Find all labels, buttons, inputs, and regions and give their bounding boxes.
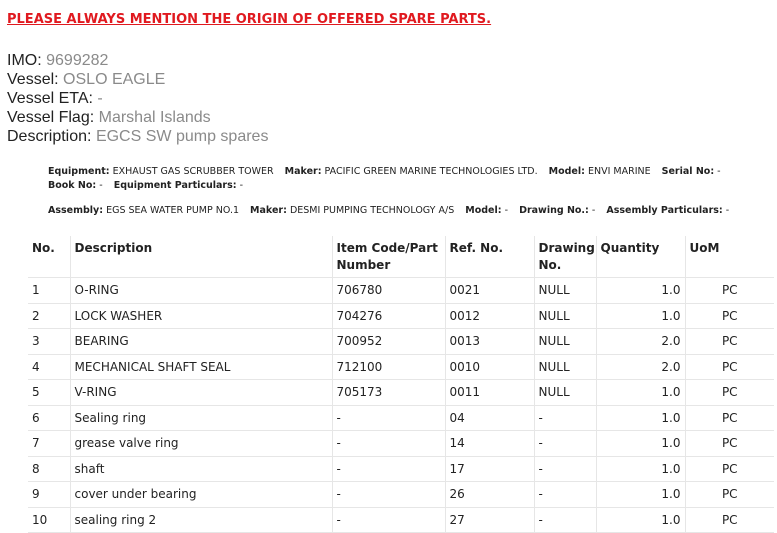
equipment-info [48, 165, 721, 193]
cell-uom: PC [685, 482, 774, 508]
cell-no: 10 [28, 507, 70, 533]
cell-quantity: 2.0 [596, 354, 685, 380]
flag-value: Marshal Islands [98, 109, 211, 126]
cell-description: V-RING [70, 380, 332, 406]
cell-drawing: - [534, 482, 596, 508]
table-row [28, 354, 774, 380]
cell-description: LOCK WASHER [70, 303, 332, 329]
cell-ref: 26 [445, 482, 534, 508]
flag-label: Vessel Flag: [7, 109, 95, 126]
assembly-label: Assembly: [48, 205, 104, 216]
cell-uom: PC [685, 354, 774, 380]
table-row [28, 456, 774, 482]
cell-drawing: - [534, 456, 596, 482]
cell-drawing: - [534, 431, 596, 457]
cell-uom: PC [685, 278, 774, 304]
cell-item-code: 700952 [332, 329, 445, 355]
cell-description: shaft [70, 456, 332, 482]
cell-quantity: 1.0 [596, 405, 685, 431]
equipment-model-label: Model: [548, 166, 585, 177]
cell-description: sealing ring 2 [70, 507, 332, 533]
eta-row [7, 89, 268, 108]
cell-uom: PC [685, 405, 774, 431]
cell-uom: PC [685, 380, 774, 406]
cell-ref: 0011 [445, 380, 534, 406]
table-row [28, 405, 774, 431]
cell-no: 6 [28, 405, 70, 431]
header-item-code-line-1: Item Code/Part [336, 241, 438, 255]
cell-quantity: 2.0 [596, 329, 685, 355]
cell-item-code: 706780 [332, 278, 445, 304]
cell-item-code: - [332, 431, 445, 457]
eta-label: Vessel ETA: [7, 90, 93, 107]
cell-item-code: - [332, 507, 445, 533]
assembly-model-value: - [504, 205, 509, 216]
header-uom: UoM [685, 236, 774, 278]
cell-ref: 0012 [445, 303, 534, 329]
cell-description: O-RING [70, 278, 332, 304]
flag-row [7, 108, 268, 127]
cell-item-code: 705173 [332, 380, 445, 406]
serial-value: - [717, 166, 721, 177]
header-drawing-line-1: Drawing [538, 241, 595, 255]
equipment-model-value: ENVI MARINE [587, 166, 651, 177]
drawing-label: Drawing No.: [519, 205, 589, 216]
cell-no: 1 [28, 278, 70, 304]
cell-item-code: 712100 [332, 354, 445, 380]
serial-label: Serial No: [661, 166, 715, 177]
table-row [28, 482, 774, 508]
header-drawing [534, 236, 596, 278]
header-item-code [332, 236, 445, 278]
cell-drawing: NULL [534, 278, 596, 304]
cell-item-code: 704276 [332, 303, 445, 329]
equipment-line-1 [48, 165, 721, 179]
cell-ref: 27 [445, 507, 534, 533]
cell-uom: PC [685, 329, 774, 355]
book-label: Book No: [48, 180, 97, 191]
equipment-line-2 [48, 179, 721, 193]
table-row [28, 278, 774, 304]
header-drawing-line-2: No. [538, 258, 562, 272]
cell-quantity: 1.0 [596, 482, 685, 508]
cell-no: 4 [28, 354, 70, 380]
cell-ref: 14 [445, 431, 534, 457]
equipment-label: Equipment: [48, 166, 110, 177]
assembly-info [48, 204, 729, 218]
table-header-row [28, 236, 774, 278]
cell-no: 8 [28, 456, 70, 482]
description-value: EGCS SW pump spares [95, 128, 269, 145]
cell-description: cover under bearing [70, 482, 332, 508]
assembly-particulars-label: Assembly Particulars: [606, 205, 723, 216]
cell-drawing: NULL [534, 380, 596, 406]
cell-uom: PC [685, 456, 774, 482]
cell-uom: PC [685, 431, 774, 457]
cell-uom: PC [685, 507, 774, 533]
cell-no: 3 [28, 329, 70, 355]
cell-quantity: 1.0 [596, 278, 685, 304]
cell-drawing: - [534, 405, 596, 431]
header-quantity: Quantity [596, 236, 685, 278]
equipment-maker-value: PACIFIC GREEN MARINE TECHNOLOGIES LTD. [324, 166, 538, 177]
cell-item-code: - [332, 482, 445, 508]
header-item-code-line-2: Number [336, 258, 391, 272]
equipment-maker-label: Maker: [284, 166, 322, 177]
cell-ref: 0013 [445, 329, 534, 355]
cell-quantity: 1.0 [596, 431, 685, 457]
equipment-particulars-value: - [239, 180, 244, 191]
cell-ref: 0021 [445, 278, 534, 304]
assembly-value: EGS SEA WATER PUMP NO.1 [106, 205, 240, 216]
cell-no: 5 [28, 380, 70, 406]
table-row [28, 380, 774, 406]
cell-ref: 04 [445, 405, 534, 431]
cell-quantity: 1.0 [596, 380, 685, 406]
assembly-maker-label: Maker: [250, 205, 287, 216]
cell-no: 9 [28, 482, 70, 508]
cell-uom: PC [685, 303, 774, 329]
eta-value: - [97, 90, 103, 107]
assembly-particulars-value: - [725, 205, 730, 216]
equipment-value: EXHAUST GAS SCRUBBER TOWER [112, 166, 274, 177]
cell-description: grease valve ring [70, 431, 332, 457]
cell-quantity: 1.0 [596, 507, 685, 533]
parts-table [28, 236, 774, 533]
cell-item-code: - [332, 405, 445, 431]
cell-description: Sealing ring [70, 405, 332, 431]
equipment-particulars-label: Equipment Particulars: [113, 180, 237, 191]
imo-row [7, 51, 268, 70]
origin-notice: PLEASE ALWAYS MENTION THE ORIGIN OF OFFERED SPARE PARTS. [7, 12, 492, 27]
vessel-label: Vessel: [7, 71, 59, 88]
vessel-row [7, 70, 268, 89]
header-no: No. [28, 236, 70, 278]
cell-drawing: - [534, 507, 596, 533]
cell-no: 7 [28, 431, 70, 457]
book-value: - [99, 180, 103, 191]
cell-quantity: 1.0 [596, 303, 685, 329]
cell-drawing: NULL [534, 354, 596, 380]
cell-drawing: NULL [534, 303, 596, 329]
assembly-model-label: Model: [465, 205, 502, 216]
cell-description: BEARING [70, 329, 332, 355]
cell-item-code: - [332, 456, 445, 482]
description-label: Description: [7, 128, 92, 145]
cell-quantity: 1.0 [596, 456, 685, 482]
cell-ref: 17 [445, 456, 534, 482]
table-row [28, 303, 774, 329]
vessel-value: OSLO EAGLE [63, 71, 166, 88]
cell-description: MECHANICAL SHAFT SEAL [70, 354, 332, 380]
imo-value: 9699282 [46, 52, 109, 69]
table-row [28, 507, 774, 533]
header-ref: Ref. No. [445, 236, 534, 278]
assembly-maker-value: DESMI PUMPING TECHNOLOGY A/S [289, 205, 455, 216]
description-row [7, 127, 268, 146]
cell-ref: 0010 [445, 354, 534, 380]
table-row [28, 431, 774, 457]
drawing-value: - [591, 205, 596, 216]
header-description: Description [70, 236, 332, 278]
vessel-info [7, 51, 268, 146]
imo-label: IMO: [7, 52, 42, 69]
cell-no: 2 [28, 303, 70, 329]
table-row [28, 329, 774, 355]
cell-drawing: NULL [534, 329, 596, 355]
